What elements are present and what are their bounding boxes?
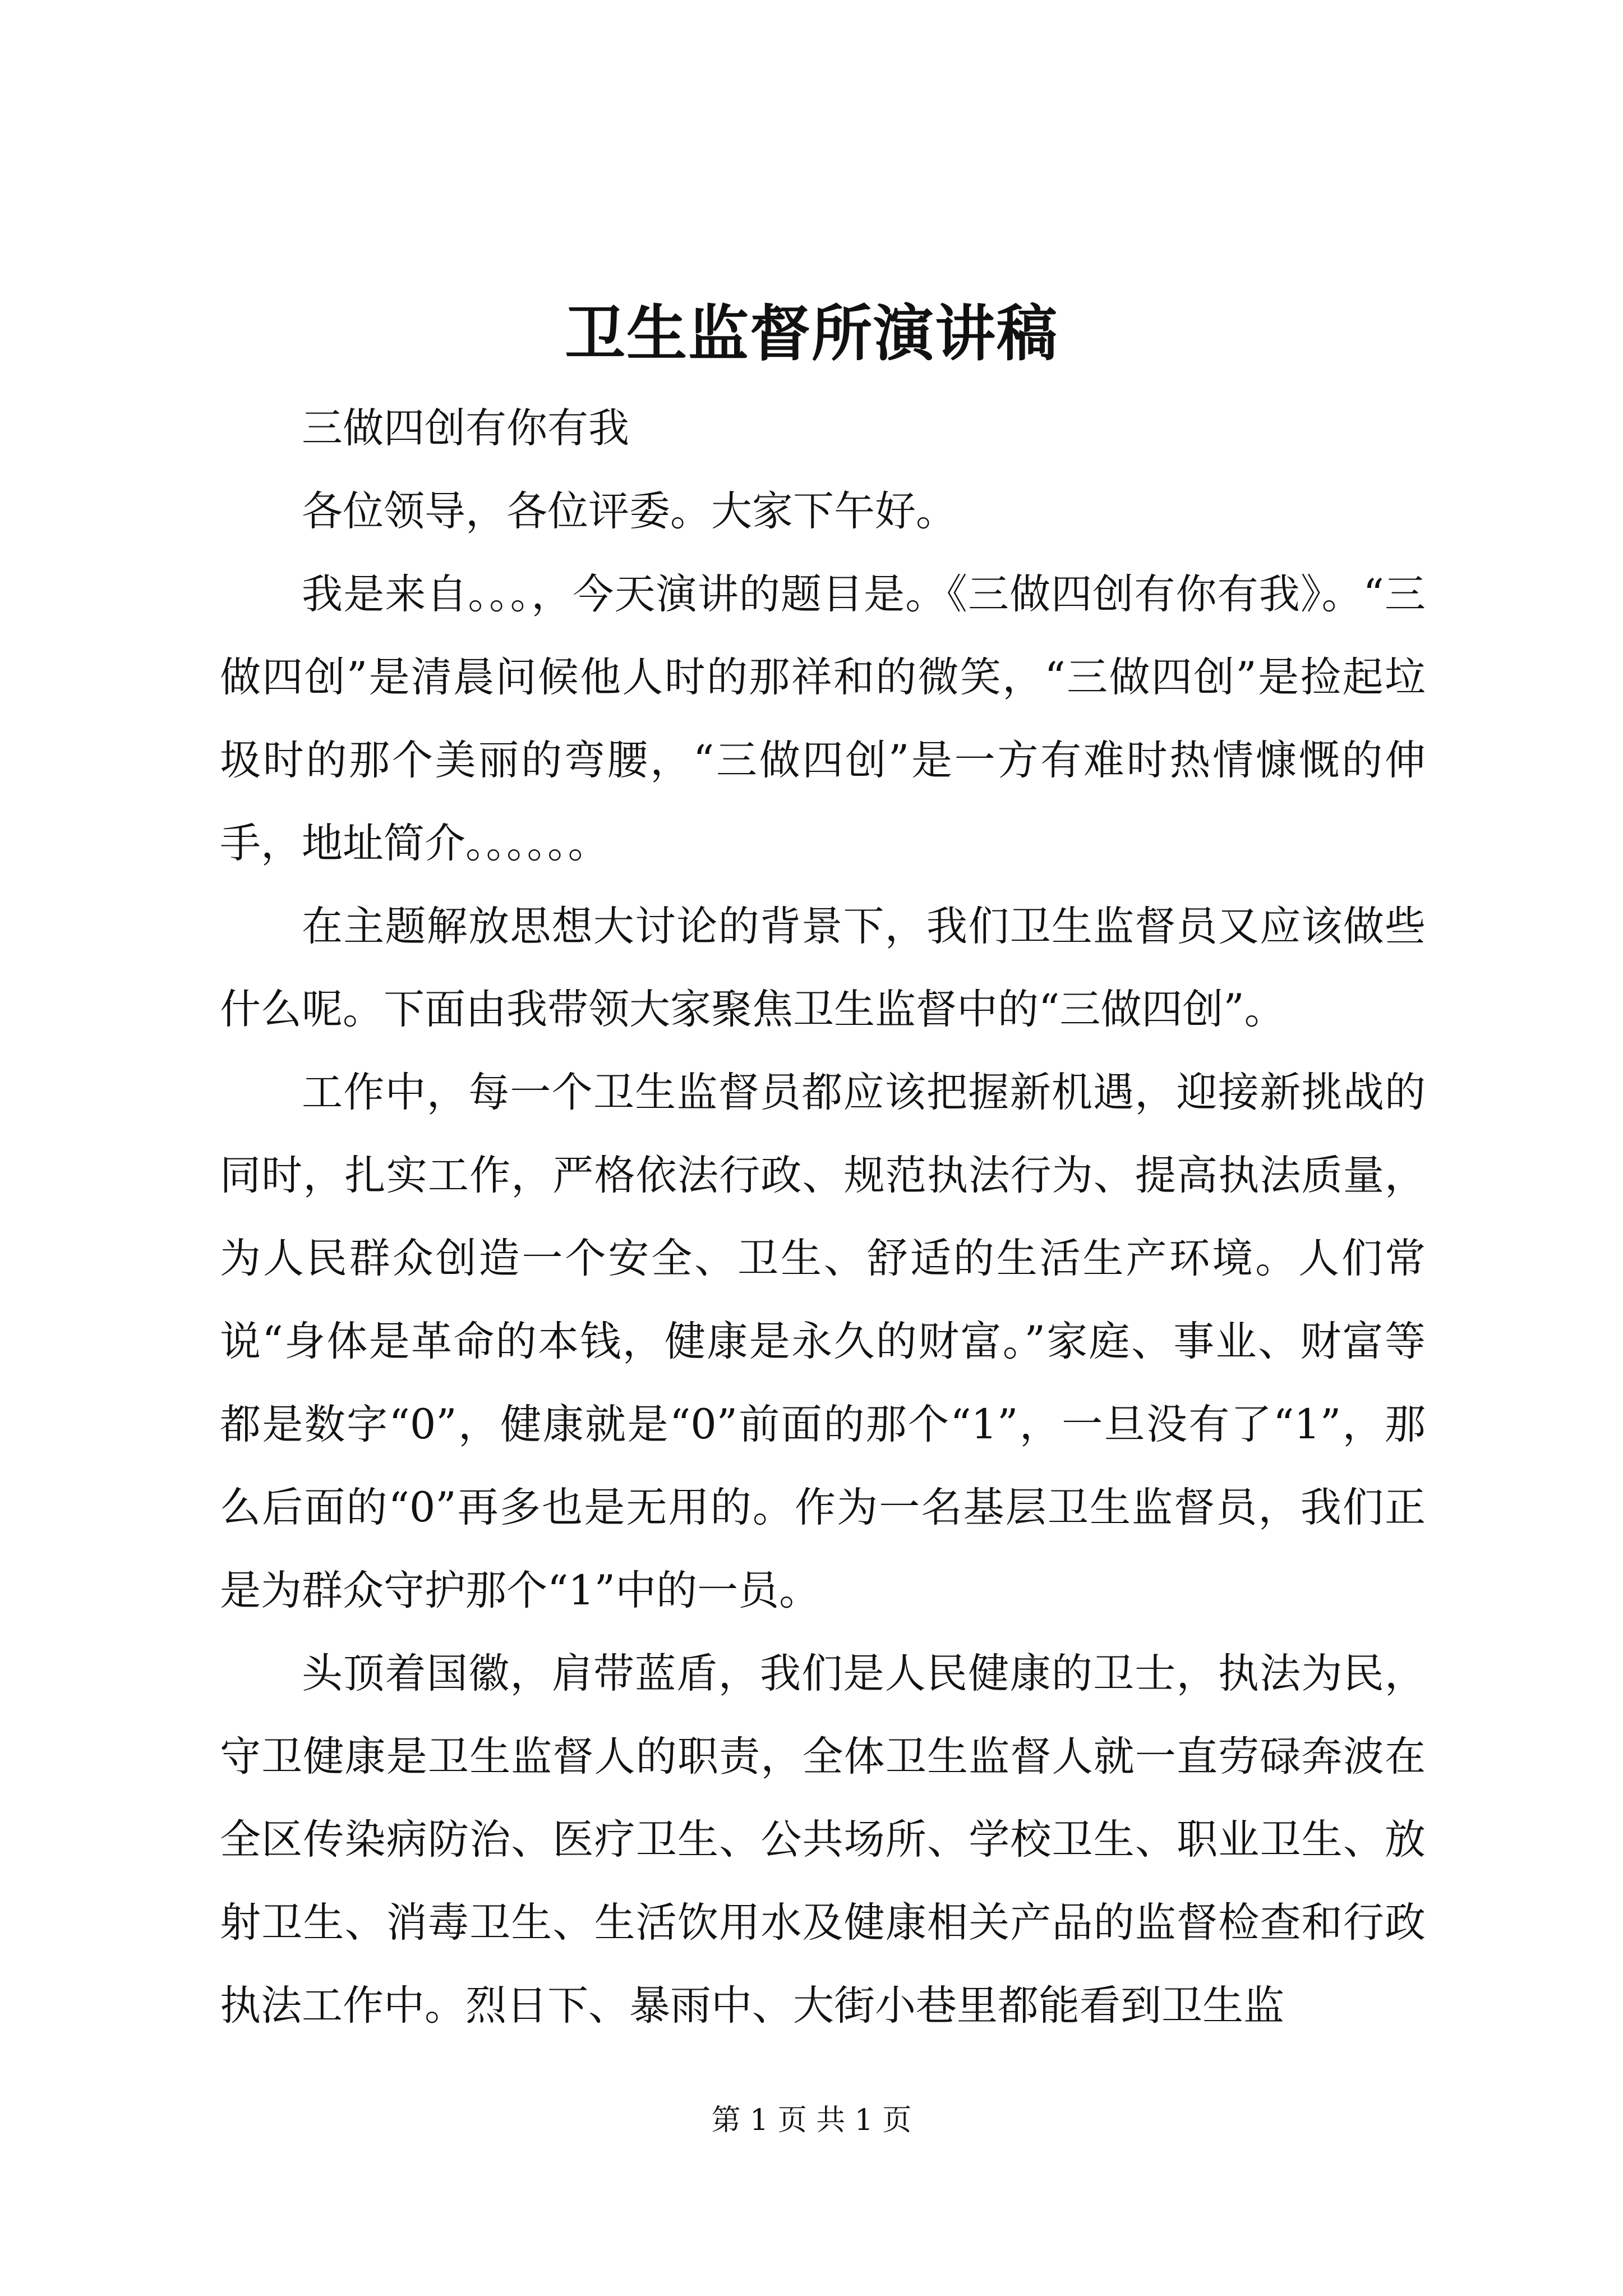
- page-footer: 第 1 页 共 1 页: [711, 2104, 912, 2137]
- paragraph-work: 工作中，每一个卫生监督员都应该把握新机遇，迎接新挑战的同时，扎实工作，严格依法行政、规范执法行为、提高执法质量，为人民群众创造一个安全、卫生、舒适的生活生产环境。人们常说“身体是革命的本钱，健康是永久的财富。”家庭、事业、财富等都是数字“0”，健康就是“0”前面的那个“1”，一旦没有了“1”，那么后面的“0”再多也是无用的。作为一名基层卫生监督员，我们正是为群众守护那个“1”中的一员。: [220, 1069, 1426, 1614]
- paragraph-subtitle: 三做四创有你有我: [302, 404, 629, 452]
- document-title: 卫生监督所演讲稿: [564, 298, 1058, 369]
- paragraph-greeting: 各位领导，各位评委。大家下午好。: [302, 487, 957, 535]
- paragraph-background: 在主题解放思想大讨论的背景下，我们卫生监督员又应该做些什么呢。下面由我带领大家聚焦卫生监督中的“三做四创”。: [220, 903, 1426, 1033]
- paragraph-introduction: 我是来自。。。，今天演讲的题目是。《三做四创有你有我》。“三做四创”是清晨问候他人时的那祥和的微笑，“三做四创”是捡起垃圾时的那个美丽的弯腰，“三做四创”是一方有难时热情慷慨的伸手，地址简介。。。。。。: [220, 570, 1426, 867]
- document-body: [220, 387, 1426, 2047]
- paragraph-duty: 头顶着国徽，肩带蓝盾，我们是人民健康的卫士，执法为民，守卫健康是卫生监督人的职责，全体卫生监督人就一直劳碌奔波在全区传染病防治、医疗卫生、公共场所、学校卫生、职业卫生、放射卫生、消毒卫生、生活饮用水及健康相关产品的监督检查和行政执法工作中。烈日下、暴雨中、大街小巷里都能看到卫生监: [220, 1650, 1426, 2030]
